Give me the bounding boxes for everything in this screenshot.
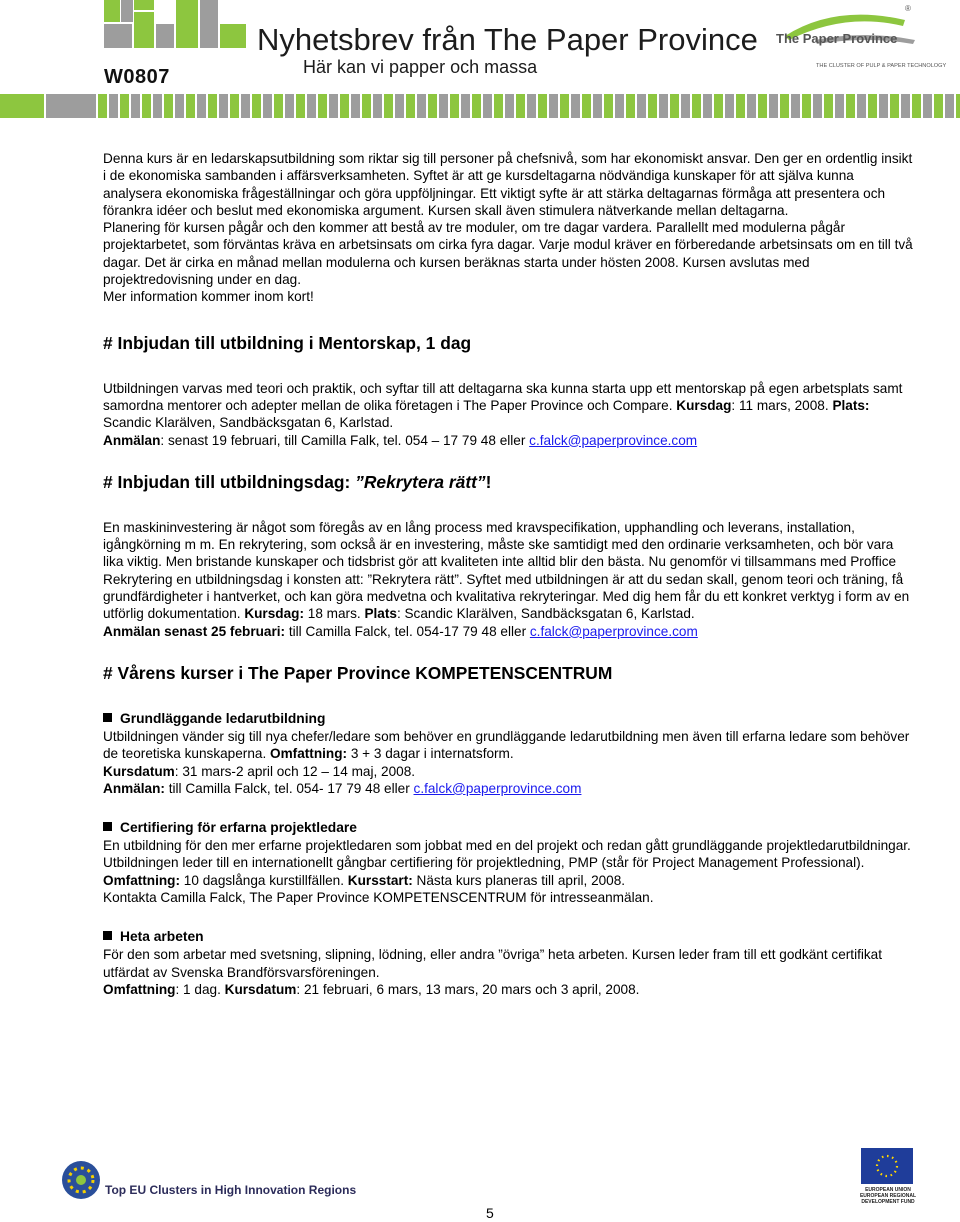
header-block <box>104 24 132 48</box>
heta-body <box>103 946 913 998</box>
intro-paragraph-3: Mer information kommer inom kort! <box>103 289 314 305</box>
rekrytera-heading-suffix: ! <box>485 471 492 492</box>
intro-paragraph-1: Denna kurs är en ledarskapsutbildning som riktar sig till personer på chefsnivå, som har ekonomiskt ansvar. Den ger en ordentlig insikt i de ekonomiska sambanden i affärsverksamheten. Syftet är att ge kursdeltagarna nödvändiga kunskaper för att själva kunna analysera ekonomiska frågeställningar och göra uppföljningar. Ett viktigt syfte är att stärka deltagarnas förmåga att presentera och förankra idéer och beslut med ekonomiska argument. Kursen skall även stimulera nätverkande mellan deltagarna. <box>103 151 913 218</box>
header-block <box>220 24 246 48</box>
mentor-anmalan-value: : senast 19 februari, till Camilla Falk, tel. 054 – 17 79 48 eller <box>160 432 530 448</box>
header-block <box>134 12 154 48</box>
rekrytera-heading-prefix: # Inbjudan till utbildningsdag: <box>103 471 356 492</box>
heta-title: Heta arbeten <box>120 929 204 945</box>
header-stripe-bar <box>98 94 960 118</box>
grund-anmalan-value: till Camilla Falck, tel. 054- 17 79 48 eller <box>164 780 414 796</box>
header-block <box>200 0 218 48</box>
eu-cluster-stars-icon <box>61 1160 101 1200</box>
rekrytera-anmalan-label: Anmälan senast 25 februari: <box>103 623 286 639</box>
grund-description: Utbildningen vänder sig till nya chefer/ledare som behöver en grundläggande ledarutbildning men även till erfarna ledare som behöver de teoretiska kunskaperna. <box>103 728 910 762</box>
mentor-kursdag-value: : 11 mars, 2008. <box>731 397 829 413</box>
heta-description: För den som arbetar med svetsning, slipning, lödning, eller andra ”övriga” heta arbeten. Kursen leder fram till ett godkänt certifikat utfärdat av Svenska Brandförsvarsföreningen. <box>103 947 883 980</box>
cert-title: Certifiering för erfarna projektledare <box>120 820 357 836</box>
cert-contact: Kontakta Camilla Falck, The Paper Province KOMPETENSCENTRUM för intresseanmälan. <box>103 890 654 906</box>
grund-omfattning-label: Omfattning: <box>270 746 348 762</box>
eu-flag-icon <box>861 1148 913 1184</box>
grund-body <box>103 728 913 797</box>
cert-description: En utbildning för den mer erfarne projektledaren som jobbat med en del projekt och redan gått grundläggande projektledarutbildningar. Utbildningen leder till en internationellt gångbar certifiering för projektledning, PMP (står för Project Management Professional). <box>103 838 911 871</box>
grund-kursdatum-value: : 31 mars-2 april och 12 – 14 maj, 2008. <box>174 763 416 779</box>
header-block <box>156 24 174 48</box>
mentor-kursdag-label: Kursdag <box>676 397 732 413</box>
mentor-plats-label: Plats: <box>832 397 870 413</box>
mentor-email-link[interactable]: c.falck@paperprovince.com <box>529 432 698 448</box>
registered-mark: ® <box>905 4 911 13</box>
heta-kursdatum-label: Kursdatum <box>224 981 297 997</box>
grund-anmalan-label: Anmälan: <box>103 780 165 796</box>
mentor-anmalan-label: Anmälan <box>103 432 161 448</box>
issue-number: W0807 <box>104 66 170 88</box>
header-block <box>0 94 44 118</box>
mentor-body <box>103 380 913 449</box>
rekrytera-plats-value: : Scandic Klarälven, Sandbäcksgatan 6, Karlstad. <box>396 606 695 622</box>
rekrytera-kursdag-label: Kursdag: <box>244 606 304 622</box>
header-block <box>176 0 198 48</box>
intro-paragraph-2: Planering för kursen pågår och den kommer att bestå av tre moduler, om tre dagar vardera. Parallellt med modulerna pågår projektarbetet, som förväntas kräva en arbetsinsats om cirka fyra dagar. Varje modul kräver en förberedande arbetsinsats om en till två dagar. Det är cirka en månad mellan modulerna och kursen beräknas starta under hösten 2008. Kursen avslutas med projektredovisning under en dag. <box>103 220 913 288</box>
eu-stars-icon <box>861 1148 913 1184</box>
rekrytera-anmalan-value: till Camilla Falck, tel. 054-17 79 48 eller <box>285 623 530 639</box>
cert-kursstart-value: Nästa kurs planeras till april, 2008. <box>412 872 626 888</box>
logo-name: The Paper Province <box>776 31 898 46</box>
rekrytera-kursdag-value: 18 mars. <box>303 606 361 622</box>
page-header <box>0 0 960 118</box>
mentor-heading: # Inbjudan till utbildning i Mentorskap, 1 dag <box>103 332 472 353</box>
cert-omfattning-value: 10 dagslånga kurstillfällen. <box>180 872 348 888</box>
footer-cluster-text: Top EU Clusters in High Innovation Regions <box>105 1183 357 1197</box>
heta-omfattning-value: : 1 dag. <box>175 981 225 997</box>
header-block <box>104 0 120 22</box>
rekrytera-heading <box>103 471 913 493</box>
newsletter-title: Nyhetsbrev från The Paper Province <box>257 22 758 57</box>
header-block <box>46 94 96 118</box>
rekrytera-body <box>103 519 913 640</box>
eu-fund-text: EUROPEAN UNION EUROPEAN REGIONAL DEVELOPMENT FUND <box>859 1187 917 1205</box>
grund-kursdatum-label: Kursdatum <box>103 763 175 779</box>
square-bullet-icon <box>103 931 112 940</box>
newsletter-subtitle: Här kan vi papper och massa <box>303 57 538 77</box>
mentor-description: Utbildningen varvas med teori och praktik, och syftar till att deltagarna ska kunna starta upp ett mentorskap på egen arbetsplats samt samordna mentorer och adepter mellan de olika företagen i The Paper Province och Compare. <box>103 380 903 413</box>
main-content <box>103 150 913 998</box>
rekrytera-email-link[interactable]: c.falck@paperprovince.com <box>529 623 698 639</box>
rekrytera-heading-title: ”Rekrytera rätt” <box>355 471 486 492</box>
cert-omfattning-label: Omfattning: <box>103 872 181 888</box>
grund-email-link[interactable]: c.falck@paperprovince.com <box>413 780 582 796</box>
square-bullet-icon <box>103 822 112 831</box>
cert-kursstart-label: Kursstart: <box>347 872 413 888</box>
grund-title-row <box>103 710 913 728</box>
rekrytera-description: En maskininvestering är något som föregås av en lång process med kravspecifikation, upphandling och leverans, installation, igångkörning m m. En rekrytering, som också är en investering, måste ske samtidigt med den ordinarie verksamheten, och bör vara lika viktig. Men bristande kunskaper och tidsbrist gör att kvaliteten inte alltid blir den bästa. Nu genomför vi tillsammans med Proffice Rekrytering en utbildningsdag i konsten att: ”Rekrytera rätt”. Syftet med utbildningen är att du sedan skall, genom teori och träning, få grundfärdigheter i hantverket, och kan göra medvetna och kvalitativa rekryteringar. Med dig hem får du ett konkret verktyg i form av en utförlig dokumentation. <box>103 519 910 622</box>
varens-heading: # Vårens kurser i The Paper Province KOMPETENSCENTRUM <box>103 662 613 683</box>
cert-body <box>103 837 913 906</box>
heta-omfattning-label: Omfattning <box>103 981 176 997</box>
square-bullet-icon <box>103 713 112 722</box>
heta-title-row <box>103 928 913 946</box>
grund-omfattning-value: 3 + 3 dagar i internatsform. <box>347 746 514 762</box>
logo-tagline: THE CLUSTER OF PULP & PAPER TECHNOLOGY <box>816 63 947 69</box>
grund-title: Grundläggande ledarutbildning <box>120 710 326 726</box>
cert-title-row <box>103 819 913 837</box>
heta-kursdatum-value: : 21 februari, 6 mars, 13 mars, 20 mars och 3 april, 2008. <box>296 981 640 997</box>
mentor-plats-value: Scandic Klarälven, Sandbäcksgatan 6, Karlstad. <box>103 415 394 431</box>
header-block <box>121 0 133 22</box>
page-number: 5 <box>486 1205 494 1221</box>
rekrytera-plats-label: Plats <box>364 606 397 622</box>
header-block <box>134 0 154 10</box>
